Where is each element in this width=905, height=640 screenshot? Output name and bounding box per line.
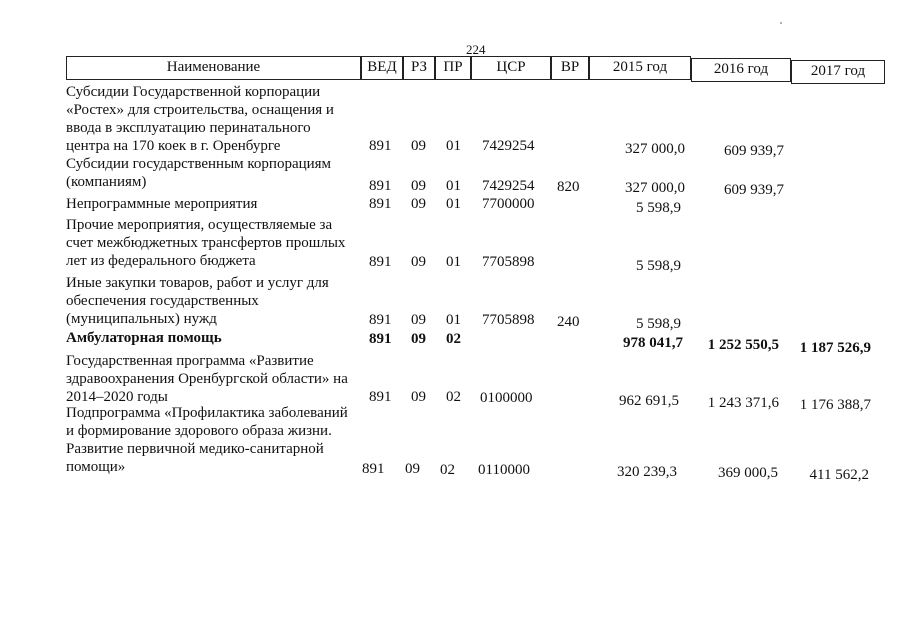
row-name: Амбулаторная помощь	[66, 330, 222, 346]
row-2015: 5 598,9	[636, 200, 681, 216]
row-rz: 09	[411, 138, 426, 154]
row-ved: 891	[369, 254, 392, 270]
header-rz: РЗ	[403, 56, 435, 80]
row-pr: 01	[446, 254, 461, 270]
row-pr: 02	[446, 331, 461, 347]
row-csr: 0100000	[480, 390, 533, 406]
row-2015: 327 000,0	[625, 180, 685, 196]
row-2017: 1 176 388,7	[799, 397, 871, 413]
row-csr: 7429254	[482, 138, 535, 154]
row-ved: 891	[362, 461, 385, 477]
row-name: Прочие мероприятия, осуществляемые за счет межбюджетных трансфертов прошлых лет из федерального бюджета	[66, 217, 346, 269]
row-2015: 327 000,0	[625, 141, 685, 157]
row-rz: 09	[411, 254, 426, 270]
row-2015: 5 598,9	[636, 316, 681, 332]
row-rz: 09	[411, 196, 426, 212]
row-2016: 369 000,5	[718, 465, 778, 481]
row-name: Непрограммные мероприятия	[66, 196, 258, 212]
scan-speck	[780, 22, 782, 24]
row-csr: 7429254	[482, 178, 535, 194]
row-ved: 891	[369, 331, 392, 347]
row-vr: 240	[557, 314, 580, 330]
row-2015: 5 598,9	[636, 258, 681, 274]
row-ved: 891	[369, 178, 392, 194]
row-pr: 02	[446, 389, 461, 405]
row-rz: 09	[411, 312, 426, 328]
row-csr: 0110000	[478, 462, 530, 478]
row-ved: 891	[369, 138, 392, 154]
row-pr: 01	[446, 312, 461, 328]
row-ved: 891	[369, 389, 392, 405]
row-ved: 891	[369, 196, 392, 212]
row-2016: 1 243 371,6	[707, 395, 779, 411]
row-pr: 01	[446, 196, 461, 212]
header-csr: ЦСР	[471, 56, 551, 80]
row-name: Иные закупки товаров, работ и услуг для обеспечения государственных (муниципальных) нужд	[66, 275, 329, 327]
row-pr: 02	[440, 462, 455, 478]
header-name: Наименование	[66, 56, 361, 80]
row-csr: 7705898	[482, 312, 535, 328]
header-2015: 2015 год	[589, 56, 691, 80]
row-csr: 7700000	[482, 196, 535, 212]
page-number: 224	[466, 42, 486, 57]
row-2015: 978 041,7	[623, 335, 683, 351]
row-2016: 1 252 550,5	[707, 337, 779, 353]
row-rz: 09	[405, 461, 420, 477]
row-vr: 820	[557, 179, 580, 195]
row-csr: 7705898	[482, 254, 535, 270]
header-pr: ПР	[435, 56, 471, 80]
row-name: Субсидии государственным корпорациям (компаниям)	[66, 156, 332, 190]
row-name: Субсидии Государственной корпорации «Ростех» для строительства, оснащения и ввода в эксплуатацию перинатального центра на 170 коек в г. Оренбурге	[66, 84, 334, 154]
row-rz: 09	[411, 389, 426, 405]
row-2015: 962 691,5	[619, 393, 679, 409]
row-ved: 891	[369, 312, 392, 328]
row-2017: 411 562,2	[809, 467, 869, 483]
row-2016: 609 939,7	[724, 143, 784, 159]
header-ved: ВЕД	[361, 56, 403, 80]
header-vr: ВР	[551, 56, 589, 80]
row-pr: 01	[446, 138, 461, 154]
row-2015: 320 239,3	[617, 464, 677, 480]
row-name: Государственная программа «Развитие здравоохранения Оренбургской области» на 2014–2020 годы	[66, 353, 348, 405]
row-pr: 01	[446, 178, 461, 194]
row-2016: 609 939,7	[724, 182, 784, 198]
row-2017: 1 187 526,9	[799, 340, 871, 356]
row-name: Подпрограмма «Профилактика заболеваний и формирование здорового образа жизни. Развитие первичной медико-санитарной помощи»	[66, 405, 348, 475]
header-2017: 2017 год	[791, 60, 885, 84]
header-2016: 2016 год	[691, 58, 791, 82]
row-rz: 09	[411, 178, 426, 194]
row-rz: 09	[411, 331, 426, 347]
